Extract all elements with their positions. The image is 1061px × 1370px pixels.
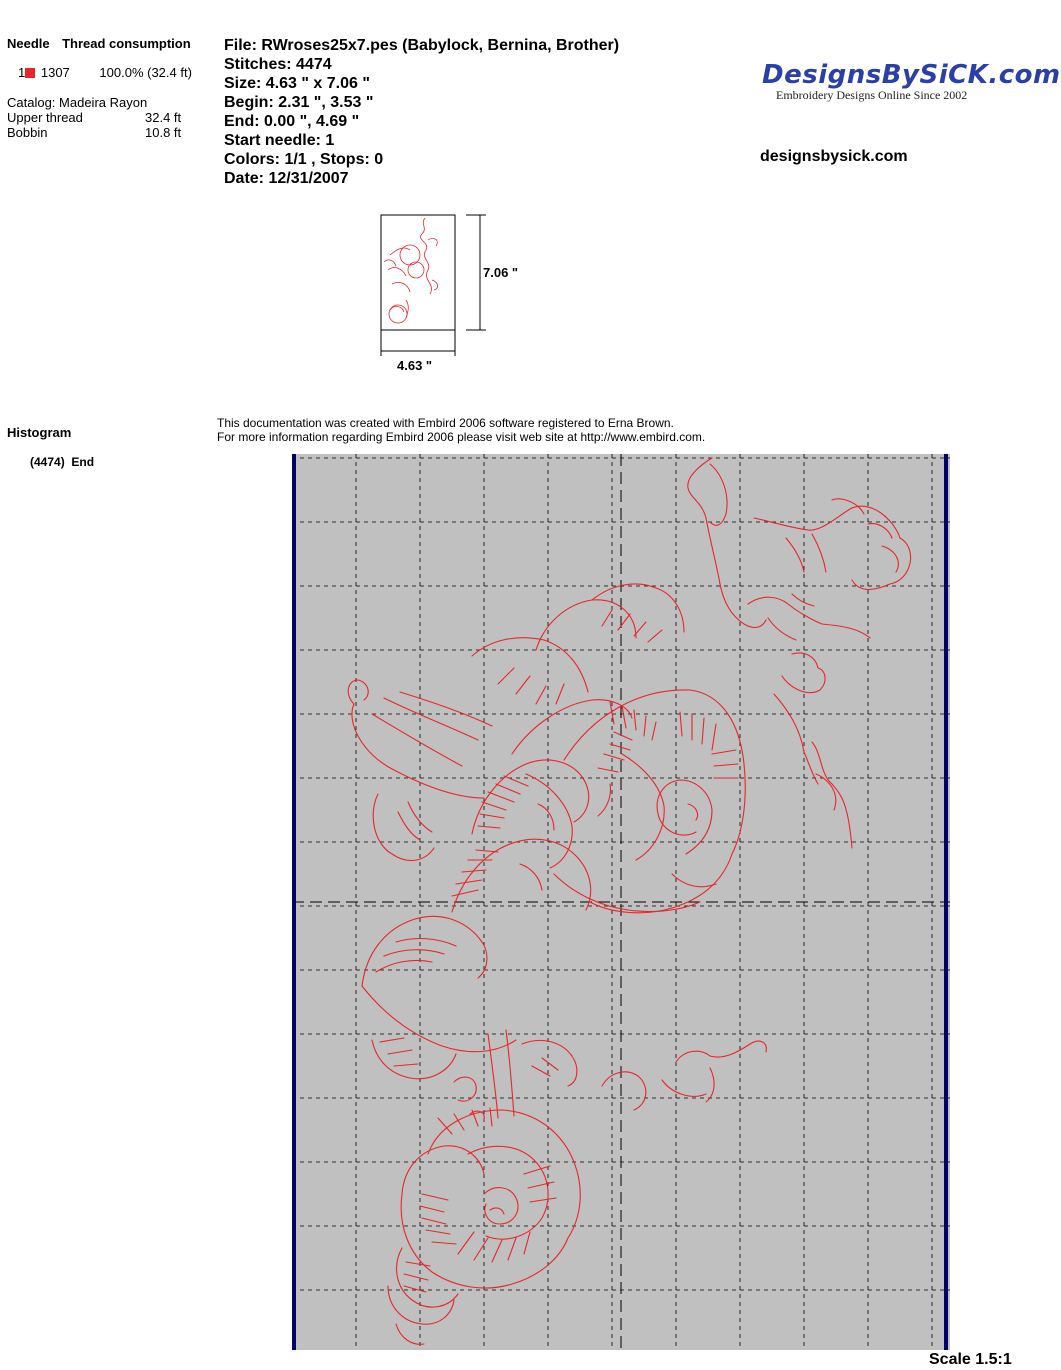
- design-date: Date: 12/31/2007: [224, 170, 349, 187]
- thread-color-swatch: [25, 68, 35, 78]
- colors-stops: Colors: 1/1 , Stops: 0: [224, 151, 384, 168]
- thread-code: 1307: [40, 65, 70, 80]
- bobbin-label: Bobbin: [7, 125, 48, 140]
- scale-label: Scale 1.5:1: [929, 1351, 1012, 1368]
- note-line-2: For more information regarding Embird 2006 please visit web site at http://www.embird.com.: [217, 430, 706, 444]
- design-size: Size: 4.63 " x 7.06 ": [224, 75, 370, 92]
- start-needle: Start needle: 1: [224, 132, 335, 149]
- needle-table-header: [7, 35, 191, 53]
- website-text: designsbysick.com: [760, 148, 908, 165]
- upper-thread-value: 32.4 ft: [145, 110, 182, 125]
- thread-consumption-value: 100.0% (32.4 ft): [99, 65, 192, 80]
- histogram-entry: (4474) End: [30, 455, 95, 469]
- logo-wordmark: DesignsBySiCK.com: [762, 60, 1061, 90]
- begin-position: Begin: 2.31 ", 3.53 ": [224, 94, 374, 111]
- thread-consumption-header: Thread consumption: [62, 36, 191, 51]
- thumbnail-width-label: 4.63 ": [397, 358, 433, 373]
- needle-row: [18, 65, 192, 80]
- design-canvas: [292, 454, 950, 1350]
- bobbin-value: 10.8 ft: [145, 125, 182, 140]
- hoop-edge-left: [292, 454, 296, 1350]
- design-thumbnail: [370, 210, 540, 380]
- file-info-block: [224, 36, 619, 188]
- logo-tagline: Embroidery Designs Online Since 2002: [776, 88, 968, 102]
- upper-thread-label: Upper thread: [7, 110, 83, 125]
- catalog-name: Catalog: Madeira Rayon: [7, 95, 148, 110]
- hoop-edge-right: [944, 454, 948, 1350]
- needle-number: 1: [18, 65, 26, 80]
- designsbysick-logo: [762, 60, 1061, 103]
- file-name: File: RWroses25x7.pes (Babylock, Bernina, Brother): [224, 37, 620, 54]
- histogram-title: Histogram: [7, 425, 72, 440]
- thumbnail-height-label: 7.06 ": [483, 265, 519, 280]
- stitch-count: Stitches: 4474: [224, 56, 332, 73]
- documentation-note: [217, 416, 705, 444]
- needle-column-header: Needle: [7, 36, 50, 51]
- end-position: End: 0.00 ", 4.69 ": [224, 113, 360, 130]
- note-line-1: This documentation was created with Embird 2006 software registered to Erna Brown.: [217, 416, 674, 430]
- thumbnail-frame: [381, 215, 455, 330]
